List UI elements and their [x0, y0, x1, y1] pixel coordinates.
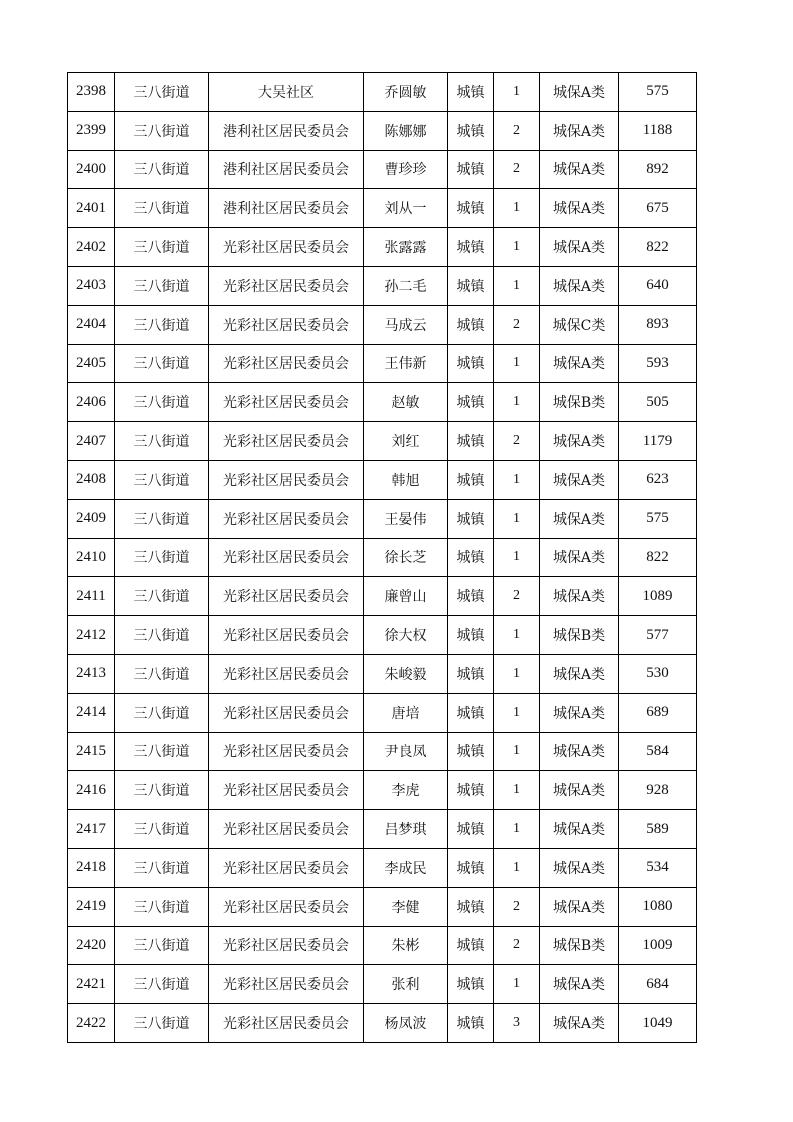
street-cell: 三八街道 [115, 111, 209, 150]
record-id-cell: 2407 [68, 422, 115, 461]
street-cell: 三八街道 [115, 693, 209, 732]
amount-cell: 577 [619, 616, 697, 655]
record-id-cell: 2422 [68, 1004, 115, 1043]
person-name-cell: 赵敏 [364, 383, 448, 422]
table-row [68, 654, 697, 693]
person-name-cell: 刘从一 [364, 189, 448, 228]
person-name-cell: 廉曾山 [364, 577, 448, 616]
member-count-cell: 3 [494, 1004, 540, 1043]
street-cell: 三八街道 [115, 577, 209, 616]
table-row [68, 810, 697, 849]
community-cell: 光彩社区居民委员会 [209, 422, 364, 461]
street-cell: 三八街道 [115, 965, 209, 1004]
community-cell: 光彩社区居民委员会 [209, 577, 364, 616]
street-cell: 三八街道 [115, 654, 209, 693]
amount-cell: 1080 [619, 887, 697, 926]
street-cell: 三八街道 [115, 538, 209, 577]
category-cell: 城保A类 [540, 111, 619, 150]
category-cell: 城保A类 [540, 422, 619, 461]
household-type-cell: 城镇 [448, 305, 494, 344]
household-type-cell: 城镇 [448, 228, 494, 267]
street-cell: 三八街道 [115, 344, 209, 383]
member-count-cell: 1 [494, 693, 540, 732]
street-cell: 三八街道 [115, 460, 209, 499]
household-type-cell: 城镇 [448, 577, 494, 616]
street-cell: 三八街道 [115, 732, 209, 771]
person-name-cell: 刘红 [364, 422, 448, 461]
household-type-cell: 城镇 [448, 654, 494, 693]
category-cell: 城保A类 [540, 150, 619, 189]
category-cell: 城保B类 [540, 383, 619, 422]
member-count-cell: 1 [494, 965, 540, 1004]
amount-cell: 893 [619, 305, 697, 344]
street-cell: 三八街道 [115, 150, 209, 189]
table-row [68, 538, 697, 577]
table-row [68, 305, 697, 344]
person-name-cell: 马成云 [364, 305, 448, 344]
amount-cell: 1179 [619, 422, 697, 461]
amount-cell: 530 [619, 654, 697, 693]
category-cell: 城保A类 [540, 771, 619, 810]
table-row [68, 771, 697, 810]
category-cell: 城保A类 [540, 577, 619, 616]
record-id-cell: 2409 [68, 499, 115, 538]
record-id-cell: 2406 [68, 383, 115, 422]
category-cell: 城保A类 [540, 887, 619, 926]
table-row [68, 926, 697, 965]
record-id-cell: 2413 [68, 654, 115, 693]
household-type-cell: 城镇 [448, 150, 494, 189]
street-cell: 三八街道 [115, 499, 209, 538]
record-id-cell: 2410 [68, 538, 115, 577]
street-cell: 三八街道 [115, 771, 209, 810]
household-type-cell: 城镇 [448, 538, 494, 577]
member-count-cell: 1 [494, 189, 540, 228]
category-cell: 城保A类 [540, 344, 619, 383]
category-cell: 城保A类 [540, 538, 619, 577]
street-cell: 三八街道 [115, 189, 209, 228]
amount-cell: 575 [619, 499, 697, 538]
amount-cell: 928 [619, 771, 697, 810]
record-id-cell: 2421 [68, 965, 115, 1004]
person-name-cell: 李健 [364, 887, 448, 926]
category-cell: 城保A类 [540, 499, 619, 538]
street-cell: 三八街道 [115, 305, 209, 344]
person-name-cell: 徐大权 [364, 616, 448, 655]
record-id-cell: 2412 [68, 616, 115, 655]
member-count-cell: 1 [494, 771, 540, 810]
amount-cell: 684 [619, 965, 697, 1004]
record-id-cell: 2415 [68, 732, 115, 771]
table-row [68, 73, 697, 112]
member-count-cell: 2 [494, 926, 540, 965]
household-type-cell: 城镇 [448, 499, 494, 538]
street-cell: 三八街道 [115, 228, 209, 267]
person-name-cell: 李虎 [364, 771, 448, 810]
household-type-cell: 城镇 [448, 266, 494, 305]
person-name-cell: 张利 [364, 965, 448, 1004]
category-cell: 城保A类 [540, 654, 619, 693]
record-id-cell: 2418 [68, 848, 115, 887]
community-cell: 光彩社区居民委员会 [209, 926, 364, 965]
person-name-cell: 陈娜娜 [364, 111, 448, 150]
amount-cell: 822 [619, 538, 697, 577]
amount-cell: 1049 [619, 1004, 697, 1043]
member-count-cell: 1 [494, 383, 540, 422]
amount-cell: 1089 [619, 577, 697, 616]
household-type-cell: 城镇 [448, 926, 494, 965]
street-cell: 三八街道 [115, 887, 209, 926]
table-row [68, 732, 697, 771]
street-cell: 三八街道 [115, 926, 209, 965]
member-count-cell: 1 [494, 73, 540, 112]
community-cell: 光彩社区居民委员会 [209, 965, 364, 1004]
record-id-cell: 2420 [68, 926, 115, 965]
community-cell: 光彩社区居民委员会 [209, 1004, 364, 1043]
amount-cell: 575 [619, 73, 697, 112]
household-type-cell: 城镇 [448, 693, 494, 732]
table-row [68, 965, 697, 1004]
member-count-cell: 2 [494, 887, 540, 926]
community-cell: 光彩社区居民委员会 [209, 616, 364, 655]
person-name-cell: 朱峻毅 [364, 654, 448, 693]
member-count-cell: 1 [494, 499, 540, 538]
amount-cell: 892 [619, 150, 697, 189]
table-row [68, 693, 697, 732]
household-type-cell: 城镇 [448, 887, 494, 926]
community-cell: 大吴社区 [209, 73, 364, 112]
street-cell: 三八街道 [115, 848, 209, 887]
household-type-cell: 城镇 [448, 965, 494, 1004]
table-row [68, 422, 697, 461]
record-id-cell: 2402 [68, 228, 115, 267]
community-cell: 光彩社区居民委员会 [209, 538, 364, 577]
record-id-cell: 2414 [68, 693, 115, 732]
category-cell: 城保A类 [540, 732, 619, 771]
table-row [68, 848, 697, 887]
household-type-cell: 城镇 [448, 810, 494, 849]
record-id-cell: 2398 [68, 73, 115, 112]
amount-cell: 822 [619, 228, 697, 267]
record-id-cell: 2408 [68, 460, 115, 499]
member-count-cell: 2 [494, 422, 540, 461]
category-cell: 城保A类 [540, 965, 619, 1004]
community-cell: 光彩社区居民委员会 [209, 266, 364, 305]
household-type-cell: 城镇 [448, 460, 494, 499]
table-row [68, 189, 697, 228]
member-count-cell: 1 [494, 266, 540, 305]
street-cell: 三八街道 [115, 73, 209, 112]
amount-cell: 1009 [619, 926, 697, 965]
person-name-cell: 孙二毛 [364, 266, 448, 305]
street-cell: 三八街道 [115, 1004, 209, 1043]
category-cell: 城保A类 [540, 1004, 619, 1043]
household-type-cell: 城镇 [448, 616, 494, 655]
amount-cell: 675 [619, 189, 697, 228]
person-name-cell: 张露露 [364, 228, 448, 267]
community-cell: 光彩社区居民委员会 [209, 228, 364, 267]
table-row [68, 887, 697, 926]
community-cell: 光彩社区居民委员会 [209, 383, 364, 422]
community-cell: 光彩社区居民委员会 [209, 810, 364, 849]
member-count-cell: 1 [494, 654, 540, 693]
household-type-cell: 城镇 [448, 111, 494, 150]
member-count-cell: 1 [494, 228, 540, 267]
community-cell: 光彩社区居民委员会 [209, 771, 364, 810]
community-cell: 光彩社区居民委员会 [209, 732, 364, 771]
member-count-cell: 1 [494, 732, 540, 771]
amount-cell: 593 [619, 344, 697, 383]
amount-cell: 584 [619, 732, 697, 771]
household-type-cell: 城镇 [448, 732, 494, 771]
person-name-cell: 韩旭 [364, 460, 448, 499]
table-row [68, 266, 697, 305]
household-type-cell: 城镇 [448, 73, 494, 112]
household-type-cell: 城镇 [448, 344, 494, 383]
person-name-cell: 李成民 [364, 848, 448, 887]
category-cell: 城保A类 [540, 266, 619, 305]
record-id-cell: 2419 [68, 887, 115, 926]
assistance-table [67, 72, 697, 1043]
table-row [68, 228, 697, 267]
person-name-cell: 尹良凤 [364, 732, 448, 771]
table-row [68, 150, 697, 189]
member-count-cell: 1 [494, 616, 540, 655]
table-body [68, 73, 697, 1043]
community-cell: 光彩社区居民委员会 [209, 460, 364, 499]
category-cell: 城保A类 [540, 810, 619, 849]
member-count-cell: 1 [494, 810, 540, 849]
table-row [68, 383, 697, 422]
street-cell: 三八街道 [115, 266, 209, 305]
person-name-cell: 王晏伟 [364, 499, 448, 538]
member-count-cell: 2 [494, 111, 540, 150]
member-count-cell: 1 [494, 344, 540, 383]
category-cell: 城保A类 [540, 460, 619, 499]
record-id-cell: 2403 [68, 266, 115, 305]
person-name-cell: 杨凤波 [364, 1004, 448, 1043]
record-id-cell: 2416 [68, 771, 115, 810]
member-count-cell: 1 [494, 848, 540, 887]
amount-cell: 689 [619, 693, 697, 732]
street-cell: 三八街道 [115, 616, 209, 655]
household-type-cell: 城镇 [448, 1004, 494, 1043]
category-cell: 城保C类 [540, 305, 619, 344]
household-type-cell: 城镇 [448, 189, 494, 228]
record-id-cell: 2400 [68, 150, 115, 189]
table-row [68, 111, 697, 150]
amount-cell: 534 [619, 848, 697, 887]
community-cell: 光彩社区居民委员会 [209, 499, 364, 538]
table-row [68, 344, 697, 383]
record-id-cell: 2417 [68, 810, 115, 849]
category-cell: 城保A类 [540, 693, 619, 732]
community-cell: 光彩社区居民委员会 [209, 848, 364, 887]
community-cell: 港利社区居民委员会 [209, 189, 364, 228]
street-cell: 三八街道 [115, 422, 209, 461]
record-id-cell: 2399 [68, 111, 115, 150]
member-count-cell: 1 [494, 538, 540, 577]
category-cell: 城保B类 [540, 616, 619, 655]
member-count-cell: 2 [494, 150, 540, 189]
community-cell: 光彩社区居民委员会 [209, 305, 364, 344]
category-cell: 城保A类 [540, 189, 619, 228]
record-id-cell: 2404 [68, 305, 115, 344]
person-name-cell: 乔圆敏 [364, 73, 448, 112]
category-cell: 城保A类 [540, 73, 619, 112]
amount-cell: 589 [619, 810, 697, 849]
community-cell: 光彩社区居民委员会 [209, 654, 364, 693]
person-name-cell: 唐培 [364, 693, 448, 732]
household-type-cell: 城镇 [448, 383, 494, 422]
amount-cell: 623 [619, 460, 697, 499]
member-count-cell: 2 [494, 305, 540, 344]
community-cell: 港利社区居民委员会 [209, 150, 364, 189]
street-cell: 三八街道 [115, 810, 209, 849]
household-type-cell: 城镇 [448, 771, 494, 810]
person-name-cell: 曹珍珍 [364, 150, 448, 189]
community-cell: 光彩社区居民委员会 [209, 344, 364, 383]
record-id-cell: 2401 [68, 189, 115, 228]
table-row [68, 616, 697, 655]
community-cell: 港利社区居民委员会 [209, 111, 364, 150]
category-cell: 城保A类 [540, 228, 619, 267]
person-name-cell: 王伟新 [364, 344, 448, 383]
community-cell: 光彩社区居民委员会 [209, 887, 364, 926]
table-row [68, 1004, 697, 1043]
amount-cell: 505 [619, 383, 697, 422]
category-cell: 城保A类 [540, 848, 619, 887]
table-row [68, 577, 697, 616]
person-name-cell: 吕梦琪 [364, 810, 448, 849]
person-name-cell: 徐长芝 [364, 538, 448, 577]
table-row [68, 499, 697, 538]
record-id-cell: 2411 [68, 577, 115, 616]
record-id-cell: 2405 [68, 344, 115, 383]
person-name-cell: 朱彬 [364, 926, 448, 965]
community-cell: 光彩社区居民委员会 [209, 693, 364, 732]
street-cell: 三八街道 [115, 383, 209, 422]
household-type-cell: 城镇 [448, 848, 494, 887]
amount-cell: 1188 [619, 111, 697, 150]
table-row [68, 460, 697, 499]
member-count-cell: 2 [494, 577, 540, 616]
amount-cell: 640 [619, 266, 697, 305]
member-count-cell: 1 [494, 460, 540, 499]
category-cell: 城保B类 [540, 926, 619, 965]
household-type-cell: 城镇 [448, 422, 494, 461]
